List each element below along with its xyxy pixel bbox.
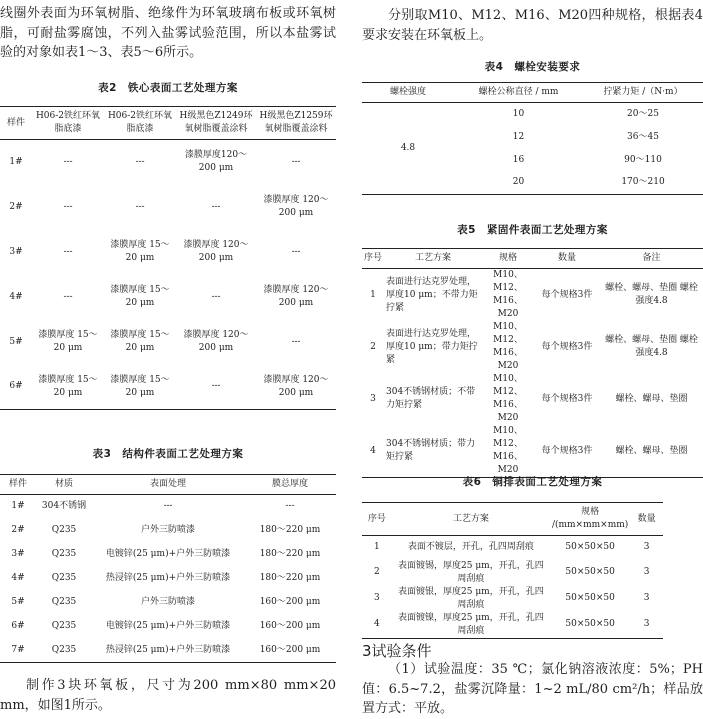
table6-cell: 50×50×50 bbox=[565, 593, 615, 603]
table2-cell: --- bbox=[63, 291, 73, 302]
table6-cell: 表面镀镍，厚度25 μm，开孔，孔四周刮痕 bbox=[392, 612, 550, 639]
table6-cell: 3 bbox=[643, 542, 650, 553]
table2-header: H级黑色Z1249环氧树脂覆盖涂料 bbox=[176, 107, 256, 140]
table5-caption: 表5 紧固件表面工艺处理方案 bbox=[457, 224, 608, 236]
table6-cell: 表面镀银，厚度25 μm，开孔，孔四周刮痕 bbox=[398, 586, 544, 610]
table3-caption: 表3 结构件表面工艺处理方案 bbox=[92, 448, 244, 460]
table5 bbox=[362, 248, 703, 478]
table2-cell: 漆膜厚度 15～20 μm bbox=[104, 365, 176, 410]
table5-row bbox=[362, 425, 703, 478]
table3-row bbox=[0, 543, 336, 567]
table2-cell: 漆膜厚度 15～20 μm bbox=[110, 285, 170, 308]
table5-cell: 每个规格3件 bbox=[541, 393, 593, 404]
table3-cell: Q235 bbox=[51, 525, 77, 535]
table2-cell: --- bbox=[63, 246, 73, 257]
table6-cell: 表面镀锡，厚度25 μm，开孔，孔四周刮痕 bbox=[398, 560, 544, 584]
table2-header: H06-2铁红环氧脂底漆 bbox=[32, 107, 104, 140]
table4-cell: 10 bbox=[512, 108, 525, 119]
table2-row bbox=[0, 320, 336, 365]
table5-cell: 3 bbox=[370, 393, 376, 404]
table4-cell: 20 bbox=[454, 172, 583, 195]
left-intro-text: 线圈外表面为环氧树脂、绝缘件为环氧玻璃布板或环氧树脂，可耐盐雾腐蚀，不列入盐雾试验范围，所以本盐雾试验的对象如表1～3、表5～6所示。 bbox=[0, 6, 336, 60]
table2-row bbox=[0, 140, 336, 185]
table2-caption: 表2 铁心表面工艺处理方案 bbox=[98, 82, 238, 94]
table5-cell: 304不锈钢材质；不带力矩拧紧 bbox=[386, 387, 476, 410]
table2-cell: 漆膜厚度 120～200 μm bbox=[263, 285, 329, 308]
table5-cell: 螺栓、螺母、垫圈 螺栓强度4.8 bbox=[605, 283, 698, 306]
table2-header: 样件 bbox=[0, 107, 32, 140]
table5-row bbox=[362, 321, 703, 373]
table3-cell: 4# bbox=[11, 573, 25, 583]
table2-header: H级黑色Z1259环氧树脂覆盖涂料 bbox=[256, 107, 336, 140]
table3-cell: 5# bbox=[11, 597, 25, 607]
table3-cell: 180～220 μm bbox=[259, 573, 321, 583]
table4-cell: 90～110 bbox=[624, 154, 662, 165]
table4-header: 螺栓公称直径 / mm bbox=[454, 83, 583, 103]
table2-cell: --- bbox=[63, 201, 73, 212]
table6-cell: 3 bbox=[630, 612, 663, 639]
table5-cell: 每个规格3件 bbox=[541, 341, 593, 352]
table4-header: 螺栓强度 bbox=[362, 83, 454, 103]
table3-cell: 180～220 μm bbox=[259, 549, 321, 559]
table3-row bbox=[0, 615, 336, 639]
table6-header: 规格 /(mm×mm×mm) bbox=[550, 503, 630, 536]
table3-cell: 7# bbox=[0, 639, 36, 663]
table3-cell: Q235 bbox=[36, 639, 92, 663]
table5-cell: 螺栓、螺母、垫圈 bbox=[615, 393, 688, 404]
table3-header: 材质 bbox=[36, 475, 92, 495]
table5-cell: M10、M12、M16、M20 bbox=[493, 270, 523, 319]
table6 bbox=[362, 502, 663, 639]
table3-cell: Q235 bbox=[51, 549, 77, 559]
table6-cell: 3 bbox=[643, 567, 650, 577]
table6-cell: 表面不镀层，开孔，孔四周刮痕 bbox=[407, 542, 534, 553]
table3-cell: 160～200 μm bbox=[244, 639, 336, 663]
table3-row bbox=[0, 519, 336, 543]
table2-cell: 1# bbox=[9, 156, 23, 167]
table3-cell: Q235 bbox=[51, 573, 77, 583]
table4-cell: 170～210 bbox=[583, 172, 703, 195]
table6-header: 工艺方案 bbox=[392, 503, 550, 536]
table5-header: 备注 bbox=[600, 249, 703, 269]
table2-cell: 漆膜厚度 15～20 μm bbox=[110, 330, 170, 353]
table2-cell: 漆膜厚度 15～20 μm bbox=[38, 330, 98, 353]
table3-row bbox=[0, 567, 336, 591]
table3-row bbox=[0, 639, 336, 663]
table6-row bbox=[362, 612, 663, 639]
table3-cell: Q235 bbox=[51, 621, 77, 631]
table3-cell: 户外三防喷漆 bbox=[140, 525, 195, 535]
table3-cell: 热浸锌(25 μm)+户外三防喷漆 bbox=[105, 573, 231, 583]
table2-cell: --- bbox=[63, 156, 73, 167]
table2-row bbox=[0, 185, 336, 230]
table3-row bbox=[0, 495, 336, 519]
table6-caption: 表6 铜排表面工艺处理方案 bbox=[462, 476, 603, 488]
table2-cell: 2# bbox=[9, 201, 23, 212]
table2-cell: --- bbox=[291, 336, 301, 347]
table6-cell: 3 bbox=[374, 593, 380, 603]
table2-cell: --- bbox=[211, 201, 221, 212]
table6-header: 数量 bbox=[630, 503, 663, 536]
table2-cell: --- bbox=[176, 365, 256, 410]
table5-header: 数量 bbox=[534, 249, 600, 269]
table3-cell: 电镀锌(25 μm)+户外三防喷漆 bbox=[105, 621, 231, 631]
table2-cell: 漆膜厚度 120～200 μm bbox=[256, 365, 336, 410]
table5-cell: 表面进行达克罗处理，厚度10 μm；带力矩拧紧 bbox=[386, 328, 478, 365]
table6-cell: 50×50×50 bbox=[550, 612, 630, 639]
table2-row bbox=[0, 365, 336, 410]
table6-cell: 4 bbox=[362, 612, 392, 639]
table2-cell: --- bbox=[291, 246, 301, 257]
table5-row bbox=[362, 269, 703, 322]
table3-cell: 304不锈钢 bbox=[41, 501, 87, 512]
table3-cell: 160～200 μm bbox=[259, 621, 321, 631]
table2 bbox=[0, 106, 336, 410]
table3-cell: --- bbox=[285, 501, 295, 512]
table4-cell: 36～45 bbox=[627, 131, 659, 142]
table2-cell: 4# bbox=[9, 291, 23, 302]
table5-cell: 每个规格3件 bbox=[534, 425, 600, 478]
table5-cell: 304不锈钢材质；带力矩拧紧 bbox=[384, 425, 482, 478]
table2-cell: --- bbox=[135, 201, 145, 212]
table6-cell: 2 bbox=[374, 567, 380, 577]
table5-cell: M10、M12、M16、M20 bbox=[493, 374, 523, 423]
table2-cell: --- bbox=[211, 291, 221, 302]
table3-header: 样件 bbox=[0, 475, 36, 495]
table3 bbox=[0, 474, 336, 663]
table2-cell: 漆膜厚度 15～20 μm bbox=[110, 240, 170, 263]
table4-cell: 16 bbox=[512, 154, 525, 165]
table3-row bbox=[0, 591, 336, 615]
table5-cell: 螺栓、螺母、垫圈 bbox=[600, 425, 703, 478]
section-heading: 3试验条件 bbox=[362, 642, 432, 660]
table2-cell: 漆膜厚度120～200 μm bbox=[184, 150, 248, 174]
table5-cell: 表面进行达克罗处理，厚度10 μm；不带力矩拧紧 bbox=[386, 276, 478, 313]
table5-header: 规格 bbox=[482, 249, 534, 269]
table5-cell: 每个规格3件 bbox=[541, 289, 593, 300]
table2-cell: 3# bbox=[9, 246, 23, 257]
table3-cell: 1# bbox=[11, 501, 25, 512]
table2-row bbox=[0, 275, 336, 320]
table2-cell: --- bbox=[135, 156, 145, 167]
table3-cell: 180～220 μm bbox=[259, 525, 321, 535]
table2-cell: --- bbox=[291, 156, 301, 167]
table5-cell: 螺栓、螺母、垫圈 螺栓强度4.8 bbox=[605, 335, 698, 358]
table3-cell: 6# bbox=[11, 621, 25, 631]
table2-cell: 漆膜厚度 120～200 μm bbox=[263, 195, 329, 218]
table3-cell: 热浸锌(25 μm)+户外三防喷漆 bbox=[92, 639, 244, 663]
table4 bbox=[362, 82, 703, 195]
table3-cell: 160～200 μm bbox=[259, 597, 321, 607]
table6-cell: 3 bbox=[643, 593, 650, 603]
table4-cell: 4.8 bbox=[362, 103, 454, 195]
table5-cell: 1 bbox=[370, 289, 376, 300]
table5-cell: M10、M12、M16、M20 bbox=[482, 425, 534, 478]
table4-row bbox=[362, 103, 703, 126]
table4-cell: 12 bbox=[512, 131, 525, 142]
table5-header: 序号 bbox=[362, 249, 384, 269]
table2-header: H06-2铁红环氧脂底漆 bbox=[104, 107, 176, 140]
table4-header: 拧紧力矩 /（N·m） bbox=[583, 83, 703, 103]
table5-cell: M10、M12、M16、M20 bbox=[493, 322, 523, 371]
table6-row bbox=[362, 560, 663, 586]
right-intro-text: 分别取M10、M12、M16、M20四种规格，根据表4要求安装在环氧板上。 bbox=[362, 8, 703, 43]
table4-cell: 20～25 bbox=[627, 108, 659, 119]
table5-header: 工艺方案 bbox=[384, 249, 482, 269]
table6-cell: 50×50×50 bbox=[565, 542, 615, 553]
table3-cell: Q235 bbox=[51, 597, 77, 607]
table2-cell: 5# bbox=[9, 336, 23, 347]
table2-row bbox=[0, 230, 336, 275]
table5-row bbox=[362, 373, 703, 425]
left-outro-text: 制作3块环氧板，尺寸为200 mm×80 mm×20 mm，如图1所示。 bbox=[0, 678, 336, 713]
table2-cell: 漆膜厚度 120～200 μm bbox=[183, 240, 249, 263]
table2-cell: 漆膜厚度 120～200 μm bbox=[183, 330, 249, 353]
table3-cell: 电镀锌(25 μm)+户外三防喷漆 bbox=[105, 549, 231, 559]
table5-cell: 4 bbox=[362, 425, 384, 478]
table3-cell: 2# bbox=[11, 525, 25, 535]
table4-caption: 表4 螺栓安装要求 bbox=[484, 61, 581, 73]
table3-cell: 户外三防喷漆 bbox=[140, 597, 195, 607]
table3-header: 表面处理 bbox=[92, 475, 244, 495]
table6-cell: 1 bbox=[374, 542, 380, 553]
table2-cell: 6# bbox=[0, 365, 32, 410]
table6-cell: 50×50×50 bbox=[565, 567, 615, 577]
condition-text: （1）试验温度：35 ℃；氯化钠溶液浓度：5%；PH值：6.5~7.2，盐雾沉降量：1~2 mL/80 cm²/h；样品放置方式：平放。 bbox=[362, 662, 703, 716]
table2-cell: 漆膜厚度 15～20 μm bbox=[32, 365, 104, 410]
table6-row bbox=[362, 586, 663, 612]
table3-header: 膜总厚度 bbox=[244, 475, 336, 495]
table6-row bbox=[362, 536, 663, 560]
table3-cell: 3# bbox=[11, 549, 25, 559]
table3-cell: --- bbox=[163, 501, 173, 512]
table5-cell: 2 bbox=[370, 341, 376, 352]
table6-header: 序号 bbox=[362, 503, 392, 536]
